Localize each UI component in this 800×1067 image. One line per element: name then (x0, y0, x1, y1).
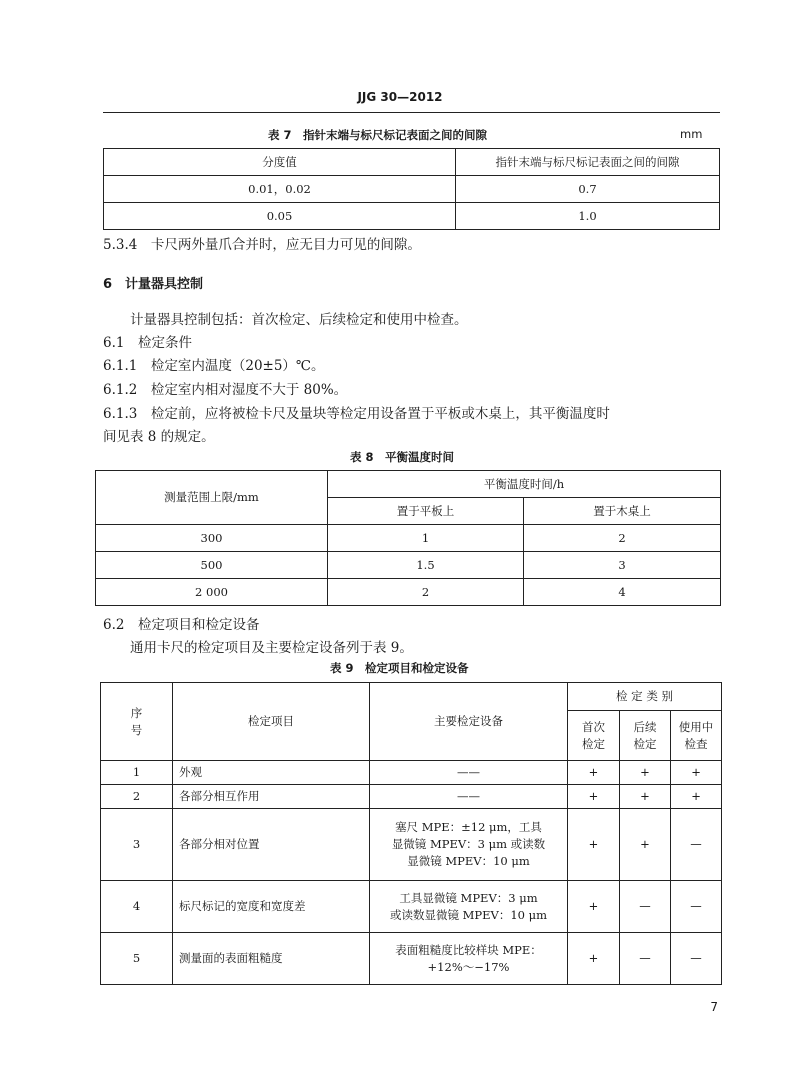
paragraph-6-1-1: 6.1.1 检定室内温度（20±5）℃。 (103, 358, 325, 374)
table9-cell-no: 2 (101, 785, 173, 809)
table8-header-wood: 置于木桌上 (524, 498, 721, 525)
table9-cell-no: 4 (101, 881, 173, 933)
table9-cell-item: 标尺标记的宽度和宽度差 (173, 881, 370, 933)
table-row (96, 579, 721, 606)
table9-cell-first: + (568, 761, 620, 785)
table9-cell-first: + (568, 809, 620, 881)
table9-cell-no: 5 (101, 933, 173, 985)
table-row (101, 809, 722, 881)
table7-cell: 0.7 (456, 176, 720, 203)
table9-header-seq-text: 序 号 (130, 705, 143, 737)
paragraph-6-1-3-line1: 6.1.3 检定前，应将被检卡尺及量块等检定用设备置于平板或木桌上，其平衡温度时 (103, 406, 610, 422)
table8-caption: 表 8 平衡温度时间 (350, 450, 455, 464)
table9-header-subsequent-text: 后续 检定 (633, 719, 657, 751)
table-row (101, 761, 722, 785)
table8-cell: 500 (96, 552, 328, 579)
table8 (95, 470, 721, 606)
heading-6-1: 6.1 检定条件 (103, 335, 192, 351)
table9-cell-in-use: — (671, 881, 722, 933)
table9-header-in-use (671, 711, 722, 761)
table9-cell-in-use: — (671, 809, 722, 881)
table9-cell-item: 各部分相对位置 (173, 809, 370, 881)
table9-cell-no: 3 (101, 809, 173, 881)
table8-cell: 3 (524, 552, 721, 579)
table7-unit: mm (680, 127, 703, 141)
document-code-header: JJG 30—2012 (357, 90, 443, 104)
table8-header-plate: 置于平板上 (328, 498, 524, 525)
table-row (101, 933, 722, 985)
table9-cell-subsequent: + (620, 785, 671, 809)
table7-cell: 0.01，0.02 (104, 176, 456, 203)
paragraph-6-intro: 计量器具控制包括：首次检定、后续检定和使用中检查。 (130, 312, 468, 328)
table9-header-subsequent (620, 711, 671, 761)
table9-cell-equipment (370, 881, 568, 933)
table9-cell-first: + (568, 881, 620, 933)
table9-cell-no: 1 (101, 761, 173, 785)
table9 (100, 682, 722, 985)
table8-cell: 1 (328, 525, 524, 552)
table9-cell-subsequent: + (620, 809, 671, 881)
table-row (96, 552, 721, 579)
table9-cell-equipment-text: 工具显微镜 MPEV：3 μm 或读数显微镜 MPEV：10 μm (389, 890, 548, 922)
paragraph-5-3-4: 5.3.4 卡尺两外量爪合并时，应无目力可见的间隙。 (103, 237, 421, 253)
table7-header-gap: 指针末端与标尺标记表面之间的间隙 (456, 149, 720, 176)
table9-cell-in-use: — (671, 933, 722, 985)
table7-cell: 0.05 (104, 203, 456, 230)
table9-header-item: 检定项目 (173, 683, 370, 761)
table9-header-first-text: 首次 检定 (582, 719, 605, 751)
table7-caption: 表 7 指针末端与标尺标记表面之间的间隙 (268, 128, 488, 142)
table8-cell: 4 (524, 579, 721, 606)
table9-cell-equipment: —— (370, 785, 568, 809)
table8-cell: 2 (524, 525, 721, 552)
table9-cell-subsequent: + (620, 761, 671, 785)
table8-header-time: 平衡温度时间/h (328, 471, 721, 498)
table9-cell-equipment (370, 933, 568, 985)
table9-cell-in-use: + (671, 761, 722, 785)
table9-cell-item: 测量面的表面粗糙度 (173, 933, 370, 985)
table9-cell-first: + (568, 933, 620, 985)
table-row (104, 203, 720, 230)
table9-header-category: 检 定 类 别 (568, 683, 722, 711)
paragraph-6-1-2: 6.1.2 检定室内相对湿度不大于 80%。 (103, 382, 348, 398)
table-row (101, 881, 722, 933)
table-row (96, 525, 721, 552)
table-row (104, 176, 720, 203)
table9-cell-item: 各部分相互作用 (173, 785, 370, 809)
table9-cell-equipment-text: 表面粗糙度比较样块 MPE： +12%～−17% (395, 942, 542, 974)
table9-cell-equipment (370, 809, 568, 881)
table9-cell-subsequent: — (620, 881, 671, 933)
table8-cell: 1.5 (328, 552, 524, 579)
paragraph-6-2-intro: 通用卡尺的检定项目及主要检定设备列于表 9。 (130, 640, 413, 656)
table9-cell-equipment-text: 塞尺 MPE：±12 μm，工具 显微镜 MPEV：3 μm 或读数 显微镜 MPEV：10 μm (391, 820, 546, 868)
paragraph-6-1-3-line2: 间见表 8 的规定。 (103, 429, 215, 445)
table9-header-equipment: 主要检定设备 (370, 683, 568, 761)
table7-header-division: 分度值 (104, 149, 456, 176)
table8-cell: 2 000 (96, 579, 328, 606)
table9-cell-first: + (568, 785, 620, 809)
heading-6-2: 6.2 检定项目和检定设备 (103, 617, 260, 633)
table-row (101, 785, 722, 809)
table8-cell: 300 (96, 525, 328, 552)
page-number: 7 (710, 1000, 718, 1014)
table9-cell-item: 外观 (173, 761, 370, 785)
table7 (103, 148, 720, 230)
table8-cell: 2 (328, 579, 524, 606)
table9-header-first (568, 711, 620, 761)
table9-header-seq (101, 683, 173, 761)
table8-header-range: 测量范围上限/mm (96, 471, 328, 525)
table9-cell-equipment: —— (370, 761, 568, 785)
table9-caption: 表 9 检定项目和检定设备 (330, 661, 469, 675)
header-rule (103, 112, 720, 113)
section-6-heading: 6 计量器具控制 (103, 277, 204, 292)
table9-cell-in-use: + (671, 785, 722, 809)
table9-cell-subsequent: — (620, 933, 671, 985)
table7-cell: 1.0 (456, 203, 720, 230)
table9-header-in-use-text: 使用中 检查 (678, 719, 714, 751)
